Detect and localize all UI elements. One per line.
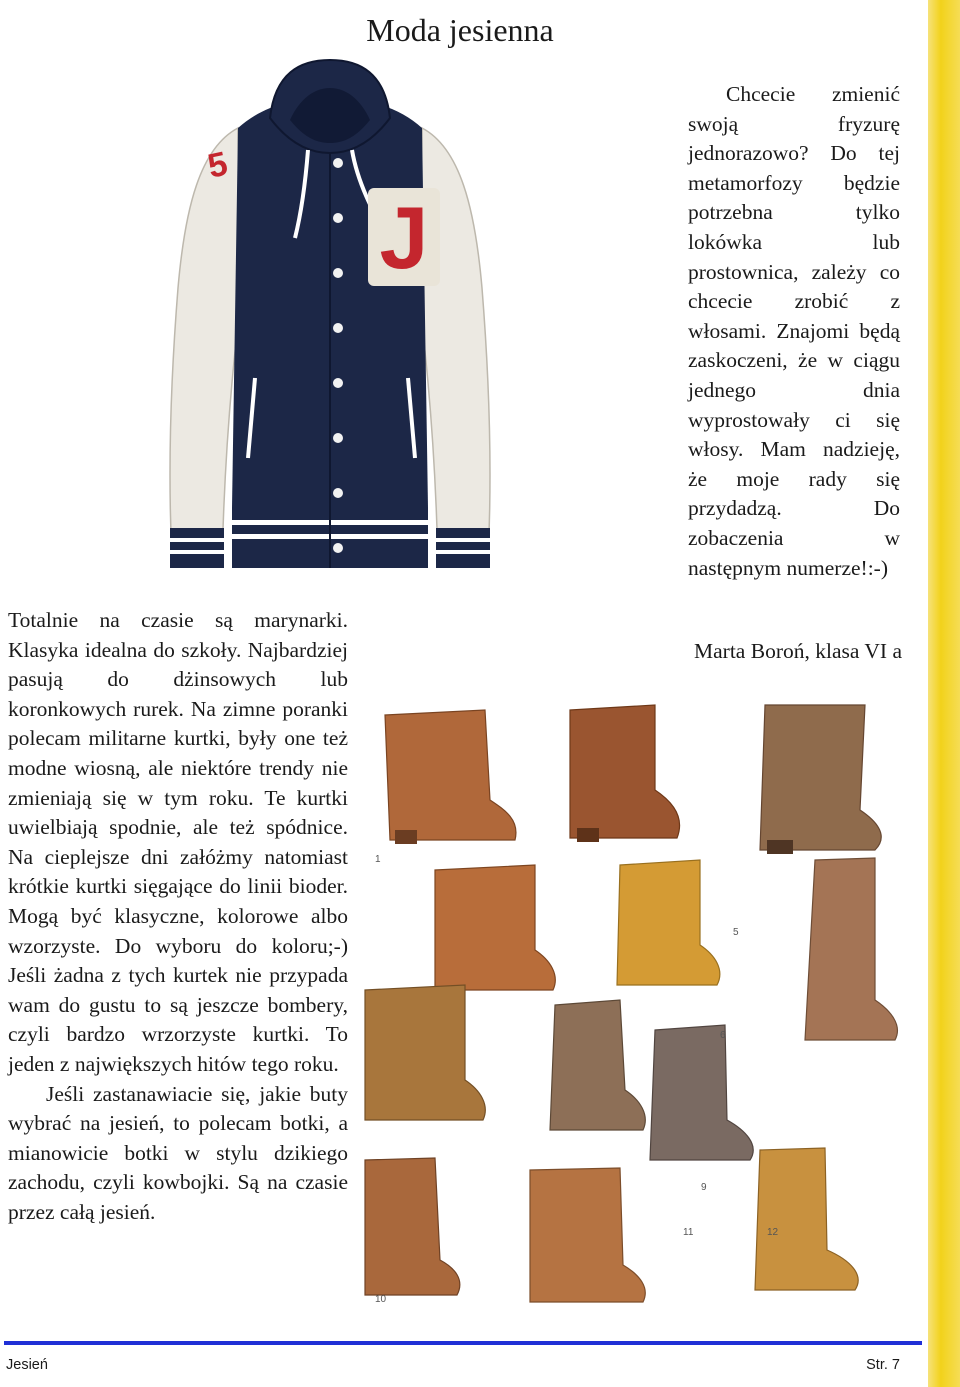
boot-label-5: 5 [733,927,739,938]
footer-page-number: Str. 7 [866,1357,900,1373]
boot-8 [550,1000,645,1130]
cowboy-boots-image [355,690,920,1310]
boot-label-12: 12 [767,1227,779,1238]
boots-paragraph: Jeśli zastanawiacie się, jakie buty wybrać na jesień, to polecam botki, a mianowicie botki w stylu dzikiego zachodu, czyli kowbojki. Są na czasie przez całą jesień. [8,1081,348,1224]
jackets-paragraph: Totalnie na czasie są marynarki. Klasyka idealna do szkoły. Najbardziej pasują do dżinsowych lub koronkowych rurek. Na zimne poranki polecam militarne kurtki, były one też modne wiosną, ale niektóre trendy nie zmieniają się w tym roku. Te kurtki uwielbiają spodnie, ale też spódnice. Na cieplejsze dni załóżmy natomiast krótkie kurtki sięgające do linii bioder. Mogą być klasyczne, kolorowe albo wzorzyste. Do wyboru do koloru;-) Jeśli żadna z tych kurtek nie przypada wam do gustu to są jeszcze bombery, czyli bardzo wrzorzyste kurtki. To jeden z największych hitów tego roku. [8,608,348,1076]
boot-5 [617,860,720,985]
varsity-jacket-image [160,58,500,618]
jacket-patch-letter: J [379,188,429,287]
boot-2 [570,705,680,842]
boot-1 [385,710,516,844]
boot-6 [805,858,897,1040]
boot-11 [530,1168,645,1302]
boot-3 [760,705,881,854]
boot-12 [755,1148,858,1290]
author-signature: Marta Boroń, klasa VI a [694,639,902,663]
sleeve-number: 5 [204,144,231,186]
footer-section-name: Jesień [6,1357,48,1373]
jacket-figure [170,60,490,568]
boot-9 [650,1025,753,1160]
boot-label-1: 1 [375,854,381,865]
boot-label-6: 6 [720,1030,726,1041]
footer-rule [4,1341,922,1345]
boot-label-11: 11 [683,1227,694,1238]
right-article-column [688,80,900,583]
yellow-accent-bar [928,0,960,1387]
boot-7 [365,985,485,1120]
left-article-column [8,606,348,1227]
boot-label-10: 10 [375,1294,387,1305]
boot-4 [435,865,555,990]
hair-paragraph: Chcecie zmienić swoją fryzurę jednorazowo? Do tej metamorfozy będzie potrzebna tylko lokówka lub prostownica, zależy co chcecie zrobić z włosami. Znajomi będą zaskoczeni, że w ciągu jednego dnia wyprostowały ci się włosy. Mam nadzieję, że moje rady się przydadzą. Do zobaczenia w następnym numerze!:-) [688,82,900,580]
boot-label-9: 9 [701,1182,707,1193]
page-title: Moda jesienna [366,12,554,48]
boot-10 [365,1158,460,1295]
